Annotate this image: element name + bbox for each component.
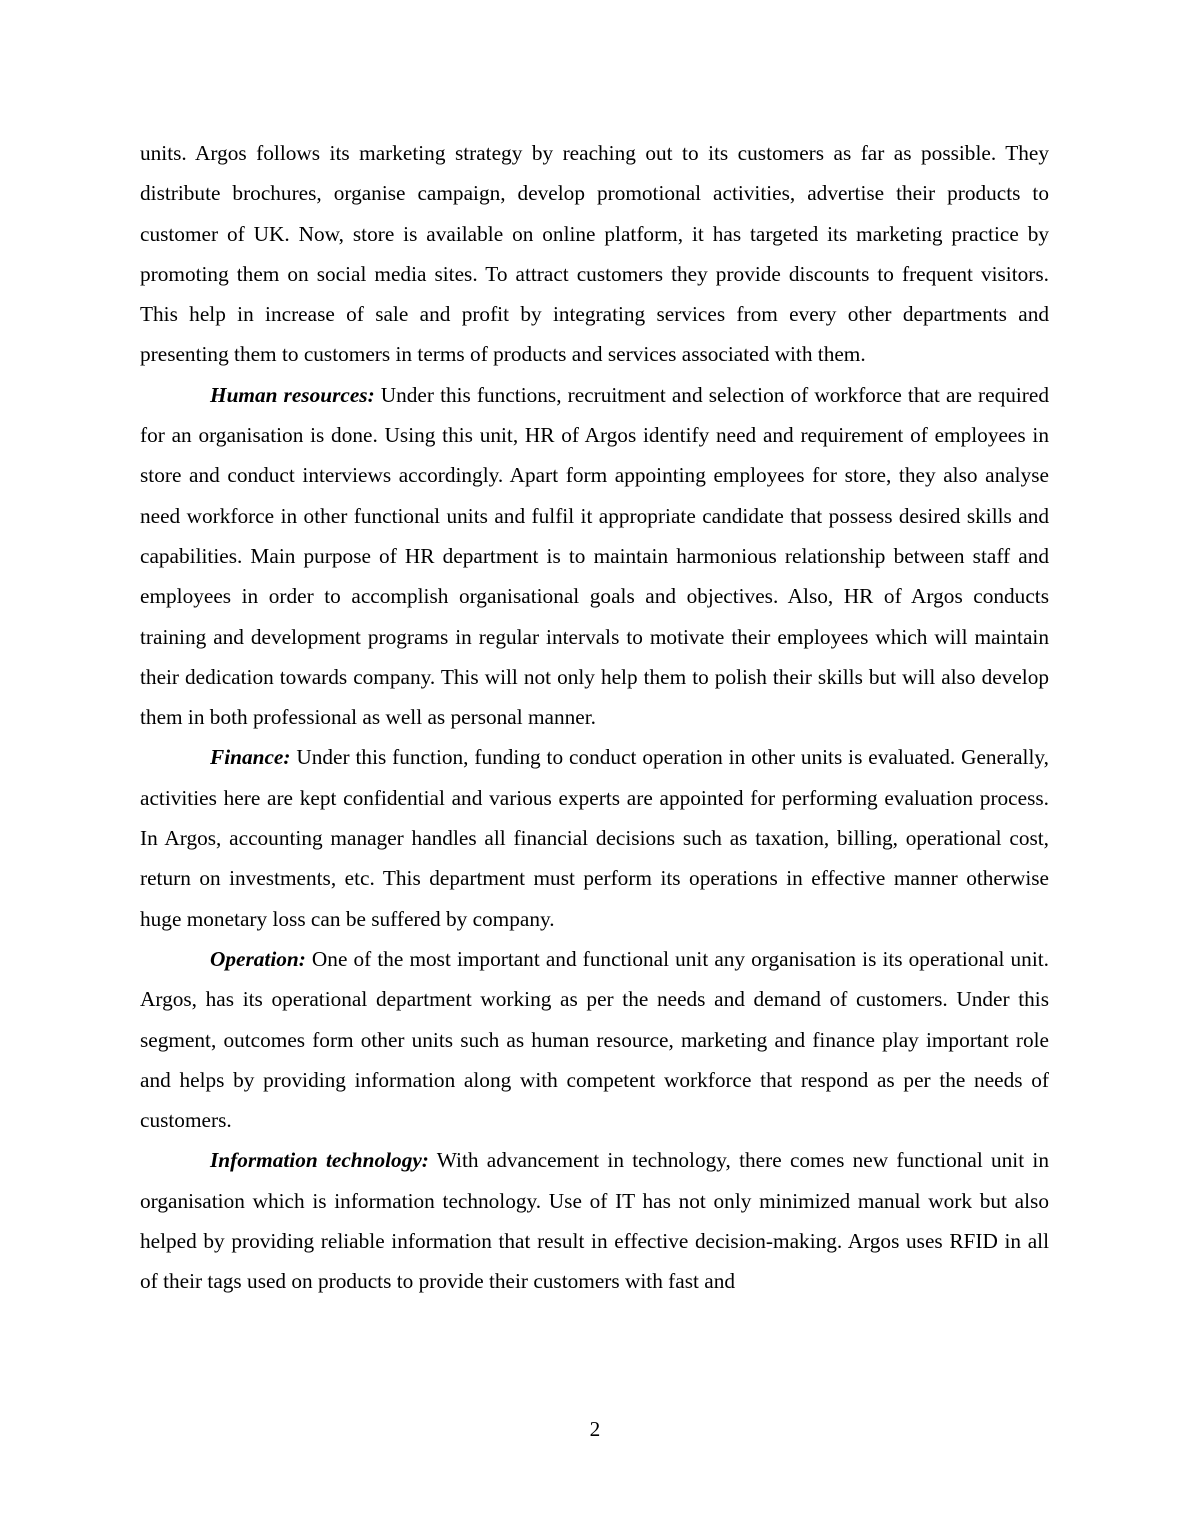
- paragraph-heading-human-resources: Human resources:: [210, 382, 375, 407]
- paragraph-heading-finance: Finance:: [210, 745, 291, 770]
- document-page: [140, 133, 1049, 1302]
- paragraph-human-resources: [140, 375, 1049, 738]
- paragraph-operation: [140, 939, 1049, 1140]
- paragraph-text: Under this function, funding to conduct operation in other units is evaluated. Generally, activities here are kept confidential and various experts are appointed for performing evaluation process. In Argos, accounting manager handles all financial decisions such as taxation, billing, operational cost, return on investments, etc. This department must perform its operations in effective manner otherwise huge monetary loss can be suffered by company.: [140, 745, 1049, 931]
- paragraph-text: With advancement in technology, there comes new functional unit in organisation which is information technology. Use of IT has not only minimized manual work but also helped by providing reliable information that result in effective decision-making. Argos uses RFID in all of their tags used on products to provide their customers with fast and: [140, 1148, 1049, 1294]
- paragraph-heading-operation: Operation:: [210, 946, 306, 971]
- paragraph-text: One of the most important and functional unit any organisation is its operational unit. Argos, has its operational department working as per the needs and demand of customers. Under this segment, outcomes form other units such as human resource, marketing and finance play important role and helps by providing information along with competent workforce that respond as per the needs of customers.: [140, 946, 1049, 1133]
- paragraph-text: units. Argos follows its marketing strategy by reaching out to its customers as far as possible. They distribute brochures, organise campaign, develop promotional activities, advertise their products to customer of UK. Now, store is available on online platform, it has targeted its marketing practice by promoting them on social media sites. To attract customers they provide discounts to frequent visitors. This help in increase of sale and profit by integrating services from every other departments and presenting them to customers in terms of products and services associated with them.: [140, 141, 1049, 367]
- paragraph-information-technology: [140, 1140, 1049, 1301]
- paragraph-marketing-continued: [140, 133, 1049, 375]
- paragraph-heading-information-technology: Information technology:: [210, 1148, 429, 1173]
- paragraph-finance: [140, 737, 1049, 938]
- paragraph-text: Under this functions, recruitment and selection of workforce that are required for an organisation is done. Using this unit, HR of Argos identify need and requirement of employees in store and conduct interviews accordingly. Apart form appointing employees for store, they also analyse need workforce in other functional units and fulfil it appropriate candidate that possess desired skills and capabilities. Main purpose of HR department is to maintain harmonious relationship between staff and employees in order to accomplish organisational goals and objectives. Also, HR of Argos conducts training and development programs in regular intervals to motivate their employees which will maintain their dedication towards company. This will not only help them to polish their skills but will also develop them in both professional as well as personal manner.: [140, 382, 1049, 730]
- page-number: 2: [589, 1417, 601, 1441]
